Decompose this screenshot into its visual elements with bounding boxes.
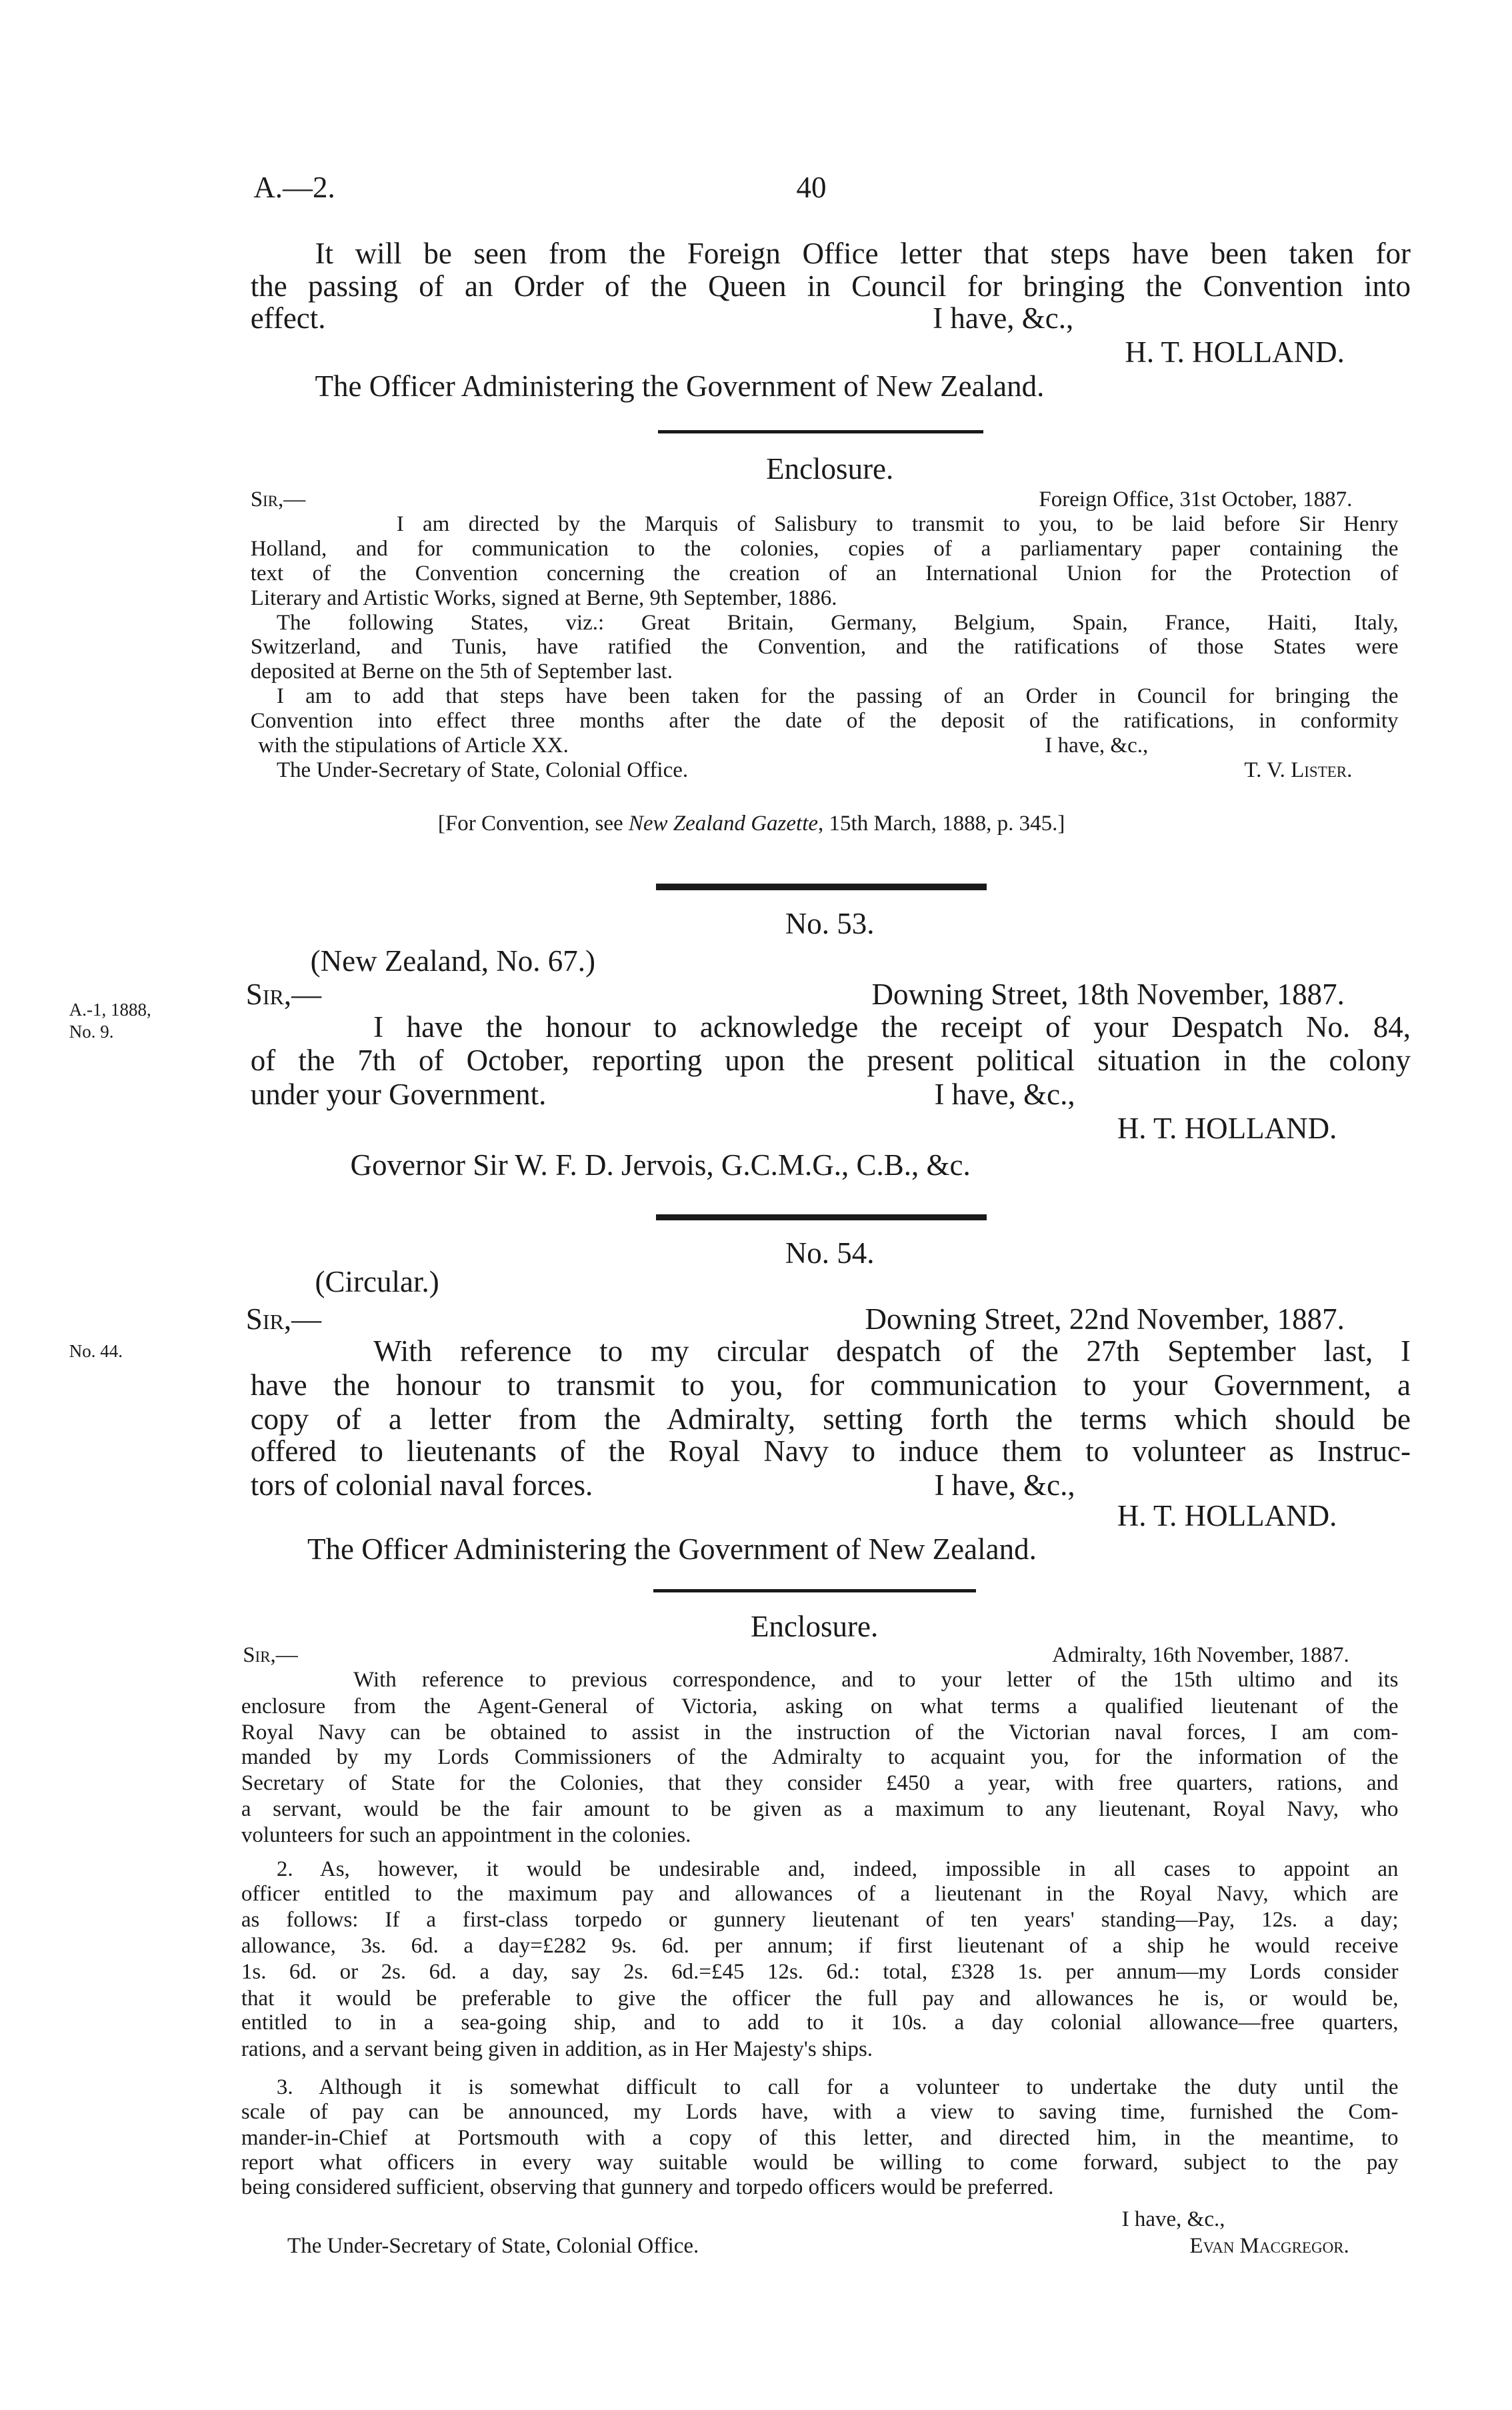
thick-rule [656,1214,987,1220]
note-prefix: [For Convention, see [437,812,629,836]
text-line: I am to add that steps have been taken for the passing of an Order in Council for bringing the [276,684,1399,709]
document-code: A.—2. [253,171,335,205]
text-line: I am directed by the Marquis of Salisbury to transmit to you, to be laid before Sir Henry [396,512,1399,536]
text-line: 1s. 6d. or 2s. 6d. a day, say 2s. 6d.=£45 12s. 6d.: total, £328 1s. per annum—my Lords consider [241,1960,1399,1985]
text-line: have the honour to transmit to you, for communication to your Government, a [250,1368,1411,1402]
addressee: The Officer Administering the Government of New Zealand. [307,1532,1037,1566]
enclosure-heading: Enclosure. [766,452,894,486]
text-line: The following States, viz.: Great Britain, Germany, Belgium, Spain, France, Haiti, Italy, [276,610,1399,635]
margin-note: A.-1, 1888, [69,1000,151,1020]
text-line: mander-in-Chief at Portsmouth with a copy of this letter, and directed him, in the meantime, to [241,2126,1399,2151]
despatch-number: No. 54. [785,1236,875,1270]
salutation: Sir,— [245,978,322,1012]
text-line: Royal Navy can be obtained to assist in the instruction of the Victorian naval forces, I am com- [241,1720,1399,1744]
sign-off: I have, &c., [933,301,1074,335]
text-line: rations, and a servant being given in addition, as in Her Majesty's ships. [241,2037,873,2061]
thin-rule [653,1589,976,1592]
text-line: allowance, 3s. 6d. a day=£282 9s. 6d. per annum; if first lieutenant of a ship he would receive [241,1934,1399,1959]
text-line: Switzerland, and Tunis, have ratified the Convention, and the ratifications of those States were [250,635,1399,660]
place-date: Downing Street, 18th November, 1887. [871,978,1345,1012]
margin-note: No. 9. [69,1021,114,1042]
text-line: Literary and Artistic Works, signed at Berne, 9th September, 1886. [250,585,837,610]
text-line: entitled to in a sea-going ship, and to add to it 10s. a day colonial allowance—free quarters, [241,2011,1399,2035]
page-number: 40 [796,171,827,205]
signature: T. V. Lister. [1244,758,1353,782]
text-line: Convention into effect three months after the date of the deposit of the ratifications, in conformity [250,709,1399,734]
text-line: text of the Convention concerning the creation of an International Union for the Protection of [250,561,1399,585]
sign-off: I have, &c., [934,1078,1075,1112]
text-line: It will be seen from the Foreign Office letter that steps have been taken for [315,237,1411,271]
note-suffix: , 15th March, 1888, p. 345.] [818,812,1065,836]
margin-note: No. 44. [69,1341,123,1362]
text-line: offered to lieutenants of the Royal Navy to induce them to volunteer as Instruc- [250,1434,1411,1468]
text-line: With reference to my circular despatch of the 27th September last, I [373,1334,1411,1368]
salutation: Sir,— [250,487,306,512]
text-line: with the stipulations of Article XX. [258,733,569,758]
sign-off: I have, &c., [934,1468,1075,1502]
thin-rule [658,430,984,433]
text-line: Holland, and for communication to the colonies, copies of a parliamentary paper containing the [250,536,1399,561]
salutation: Sir,— [243,1643,298,1668]
text-line: With reference to previous correspondence, and to your letter of the 15th ultimo and its [353,1668,1399,1692]
text-line: being considered sufficient, observing that gunnery and torpedo officers would be preferred. [241,2175,1054,2199]
text-line: copy of a letter from the Admiralty, setting forth the terms which should be [250,1402,1411,1436]
text-line: of the 7th of October, reporting upon the present political situation in the colony [250,1044,1411,1078]
place-date: Downing Street, 22nd November, 1887. [865,1302,1345,1336]
text-line: that it would be preferable to give the officer the full pay and allowances he is, or would be, [241,1986,1399,2011]
text-line: deposited at Berne on the 5th of September last. [250,660,673,684]
text-line: Secretary of State for the Colonies, that they consider £450 a year, with free quarters, rations, and [241,1770,1399,1795]
text-line: a servant, would be the fair amount to be given as a maximum to any lieutenant, Royal Navy, who [241,1796,1399,1821]
gazette-title: New Zealand Gazette [628,812,819,836]
place-date: Admiralty, 16th November, 1887. [1052,1643,1349,1668]
text-line: manded by my Lords Commissioners of the Admiralty to acquaint you, for the information of the [241,1744,1399,1769]
text-line: scale of pay can be announced, my Lords have, with a view to saving time, furnished the Com- [241,2100,1399,2125]
sign-off: I have, &c., [1045,733,1149,758]
text-line: under your Government. [250,1078,547,1112]
text-line: 2. As, however, it would be undesirable and, indeed, impossible in all cases to appoint an [276,1857,1399,1881]
text-line: volunteers for such an appointment in the colonies. [241,1823,691,1848]
signature: H. T. HOLLAND. [1117,1111,1337,1145]
addressee: The Under-Secretary of State, Colonial Office. [276,758,689,782]
addressee: The Officer Administering the Government of New Zealand. [315,369,1045,403]
text-line: the passing of an Order of the Queen in Council for bringing the Convention into [250,269,1411,303]
despatch-number: No. 53. [785,907,875,941]
text-line: I have the honour to acknowledge the receipt of your Despatch No. 84, [373,1010,1411,1044]
text-line: enclosure from the Agent-General of Victoria, asking on what terms a qualified lieutenant of the [241,1694,1399,1718]
salutation: Sir,— [245,1302,322,1336]
place-date: Foreign Office, 31st October, 1887. [1039,487,1353,512]
convention-note [438,810,1065,837]
thick-rule [656,884,987,890]
addressee: Governor Sir W. F. D. Jervois, G.C.M.G., C.B., &c. [350,1148,971,1182]
signature: Evan Macgregor. [1189,2233,1349,2258]
text-line: officer entitled to the maximum pay and allowances of a lieutenant in the Royal Navy, which are [241,1881,1399,1906]
signature: H. T. HOLLAND. [1125,335,1345,369]
text-line: effect. [250,301,326,335]
sign-off: I have, &c., [1121,2207,1225,2232]
addressee: The Under-Secretary of State, Colonial Office. [287,2233,699,2258]
text-line: report what officers in every way suitable would be willing to come forward, subject to the pay [241,2151,1399,2175]
text-line: tors of colonial naval forces. [250,1468,593,1502]
signature: H. T. HOLLAND. [1117,1498,1337,1532]
text-line: 3. Although it is somewhat difficult to call for a volunteer to undertake the duty until the [276,2075,1399,2100]
despatch-reference: (Circular.) [315,1265,439,1299]
text-line: as follows: If a first-class torpedo or gunnery lieutenant of ten years' standing—Pay, 12s. a day; [241,1907,1399,1932]
enclosure-heading: Enclosure. [751,1609,879,1643]
despatch-reference: (New Zealand, No. 67.) [310,944,595,978]
